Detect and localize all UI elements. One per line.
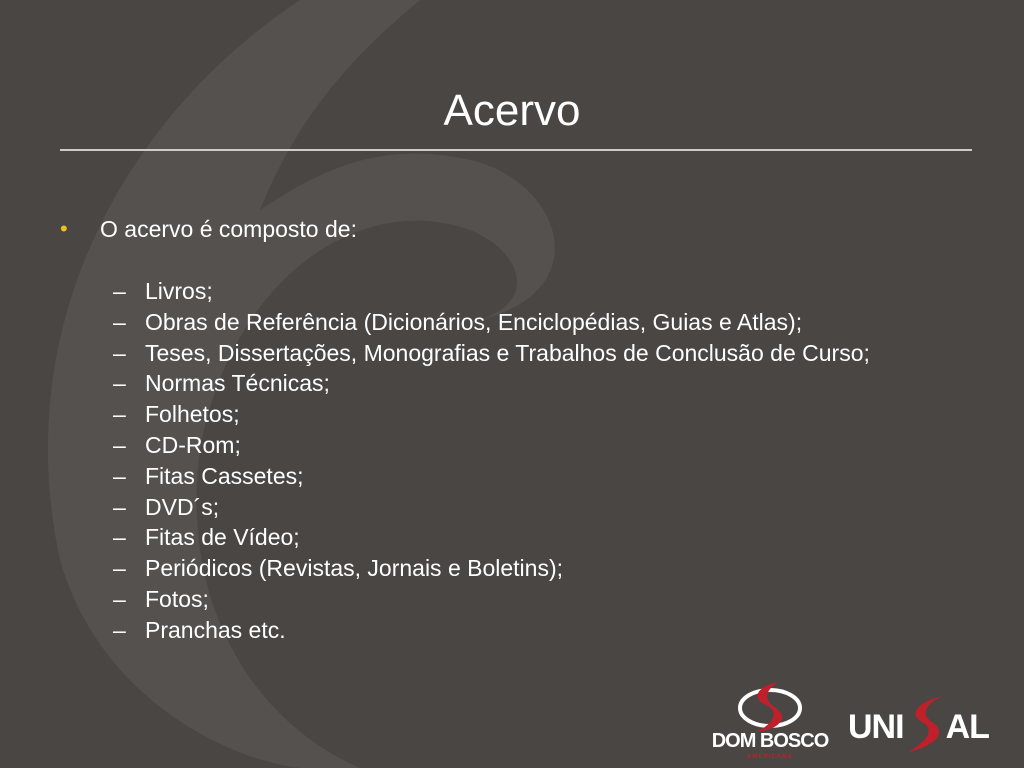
dash-icon: –: [113, 462, 126, 489]
list-item: [113, 461, 870, 492]
list-item: [113, 399, 870, 430]
dash-icon: –: [113, 339, 126, 366]
list-item-text: Periódicos (Revistas, Jornais e Boletins);: [145, 555, 563, 582]
list-item-text: Pranchas etc.: [145, 616, 286, 643]
dash-icon: –: [113, 401, 126, 428]
list-item-text: DVD´s;: [145, 493, 220, 520]
list-item: [113, 368, 870, 399]
dom-bosco-sublabel: AMERICANA: [747, 754, 793, 760]
unisal-right-text: AL: [945, 708, 989, 746]
bullet-icon: •: [60, 216, 68, 241]
list-item: [113, 584, 870, 615]
list-item: [113, 615, 870, 646]
dash-icon: –: [113, 555, 126, 582]
list-item: [113, 276, 870, 307]
title-divider: [60, 149, 972, 151]
dash-icon: –: [113, 370, 126, 397]
list-item: [113, 338, 870, 369]
dom-bosco-logo-icon: [700, 678, 840, 738]
unisal-logo: [848, 694, 989, 754]
unisal-s-icon: [902, 694, 948, 754]
dash-icon: –: [113, 493, 126, 520]
list-item-text: CD-Rom;: [145, 431, 241, 458]
list-item-text: Fitas de Vídeo;: [145, 524, 300, 551]
collection-list: [113, 276, 870, 646]
dash-icon: –: [113, 616, 126, 643]
slide-title: Acervo: [443, 86, 581, 135]
logos-area: [700, 672, 1000, 764]
list-item-text: Fotos;: [145, 585, 209, 612]
dash-icon: –: [113, 308, 126, 335]
list-item: [113, 430, 870, 461]
list-item: [113, 522, 870, 553]
bullet-text: O acervo é composto de:: [100, 216, 357, 242]
list-item-text: Livros;: [145, 278, 213, 304]
list-item: [113, 553, 870, 584]
list-item-text: Folhetos;: [145, 401, 240, 428]
list-item-text: Obras de Referência (Dicionários, Enciclopédias, Guias e Atlas);: [145, 308, 803, 335]
unisal-left-text: UNI: [848, 708, 904, 746]
list-item-text: Normas Técnicas;: [145, 370, 330, 397]
dash-icon: –: [113, 278, 126, 304]
dash-icon: –: [113, 585, 126, 612]
dom-bosco-label: DOM BOSCO: [711, 730, 829, 752]
list-item: [113, 492, 870, 523]
dash-icon: –: [113, 524, 126, 551]
dash-icon: –: [113, 431, 126, 458]
list-item: [113, 307, 870, 338]
list-item-text: Fitas Cassetes;: [145, 462, 304, 489]
list-item-text: Teses, Dissertações, Monografias e Trabalhos de Conclusão de Curso;: [145, 339, 870, 366]
